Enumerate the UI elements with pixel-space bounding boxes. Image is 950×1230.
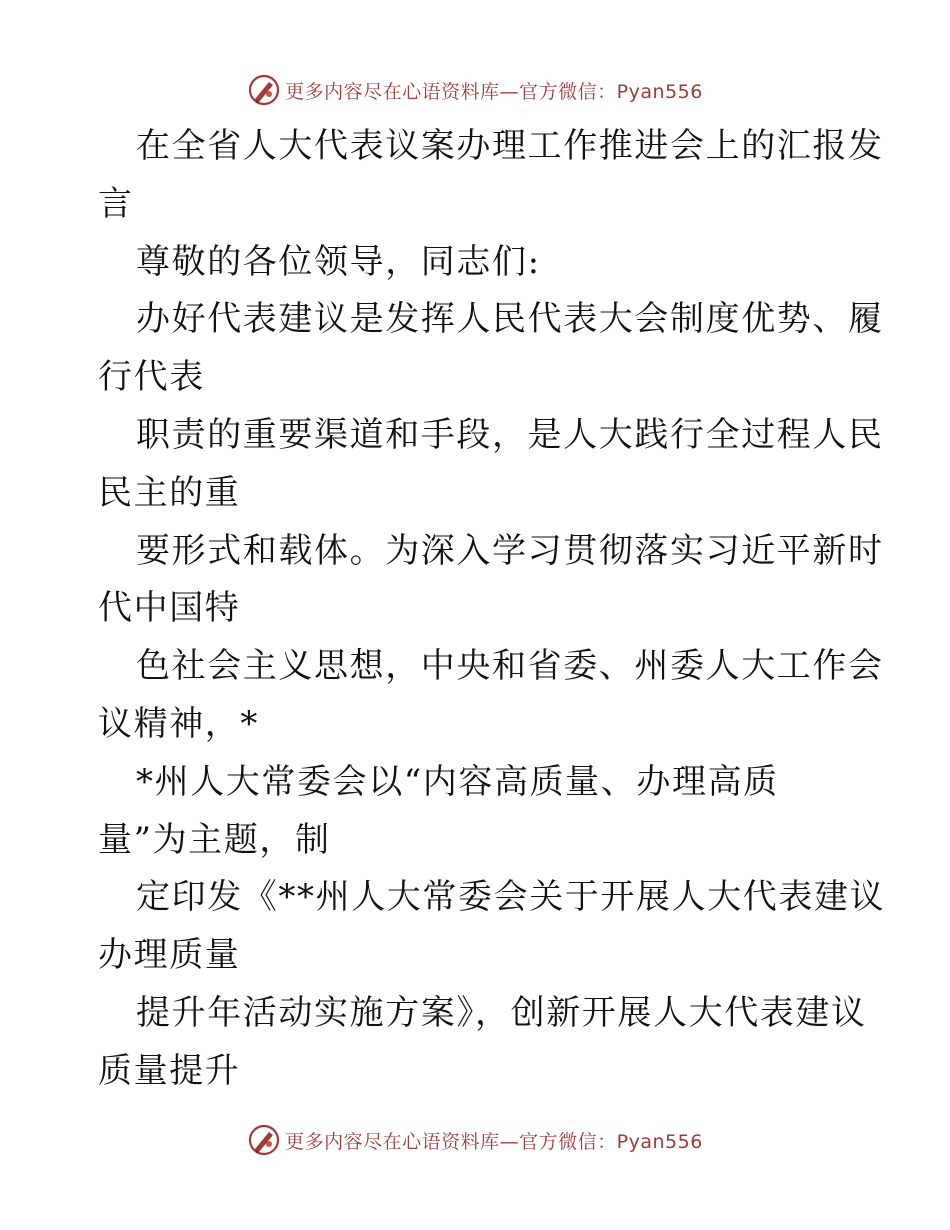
watermark-text: 更多内容尽在心语资料库—官方微信：Pyan556: [285, 80, 703, 103]
pen-logo-icon: [247, 1123, 281, 1157]
pen-logo-icon: [247, 73, 281, 107]
text-line: 要形式和载体。为深入学习贯彻落实习近平新时: [136, 530, 884, 571]
text-line: 提升年活动实施方案》，创新开展人大代表建议: [136, 992, 867, 1033]
text-line: 行代表: [98, 357, 205, 398]
text-line: 代中国特: [98, 588, 241, 629]
text-line: 议精神，*: [98, 703, 259, 744]
text-line: 办好代表建议是发挥人民代表大会制度优势、履: [136, 299, 884, 340]
watermark-banner-bottom: [0, 1120, 950, 1160]
text-line: 尊敬的各位领导，同志们:: [136, 241, 541, 282]
watermark-text: 更多内容尽在心语资料库—官方微信：Pyan556: [285, 1130, 703, 1153]
text-line: *州人大常委会以“内容高质量、办理高质: [136, 761, 779, 802]
text-line: 民主的重: [98, 472, 241, 513]
text-line: 量”为主题，制: [98, 819, 331, 860]
text-line: 色社会主义思想，中央和省委、州委人大工作会: [136, 646, 884, 687]
text-line: 言: [98, 183, 134, 224]
text-line: 定印发《**州人大常委会关于开展人大代表建议: [136, 877, 886, 918]
text-line: 质量提升: [98, 1050, 241, 1091]
text-line: 在全省人大代表议案办理工作推进会上的汇报发: [136, 126, 884, 166]
text-line: 职责的重要渠道和手段，是人大践行全过程人民: [136, 414, 884, 455]
watermark-banner-top: [0, 70, 950, 110]
text-line: 办理质量: [98, 935, 241, 976]
document-body: [98, 118, 886, 1101]
